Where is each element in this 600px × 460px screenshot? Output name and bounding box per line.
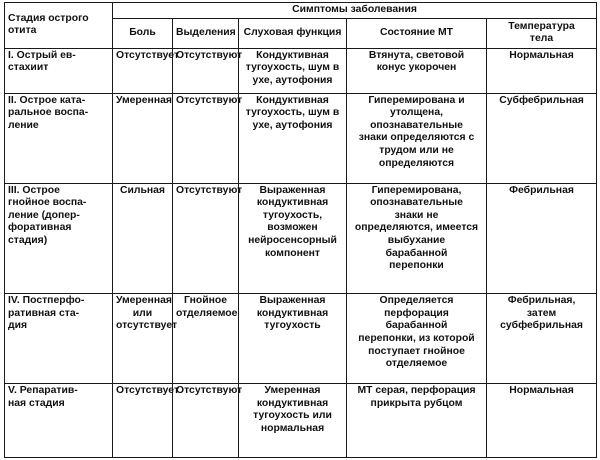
- discharge-cell: Отсутствуют: [173, 384, 239, 458]
- discharge-cell: Отсутствуют: [173, 183, 239, 294]
- membrane-cell: Гиперемирована и утолщена, опознавательные знаки определяются с трудом или не определяются: [347, 93, 487, 183]
- header-stage-column: Стадия острого отита: [5, 3, 113, 49]
- membrane-cell: Втянута, световой конус укорочен: [347, 48, 487, 93]
- hearing-cell: Кондуктивная тугоухость, шум в ухе, аутофония: [239, 93, 347, 183]
- header-membrane: Состояние МТ: [347, 18, 487, 48]
- header-discharge: Выделения: [173, 18, 239, 48]
- hearing-cell: Выраженная кондуктивная тугоухость: [239, 294, 347, 384]
- table-row: [5, 294, 597, 384]
- table-row: [5, 93, 597, 183]
- header-pain: Боль: [113, 18, 173, 48]
- pain-cell: Отсутствует: [113, 48, 173, 93]
- membrane-cell: МТ серая, перфорация прикрыта рубцом: [347, 384, 487, 458]
- pain-cell: Отсутствует: [113, 384, 173, 458]
- header-symptoms-group: Симптомы заболевания: [113, 3, 597, 19]
- temperature-cell: Нормальная: [487, 48, 597, 93]
- otitis-stages-table: [4, 2, 597, 458]
- discharge-cell: Отсутствуют: [173, 48, 239, 93]
- table-header: [5, 3, 597, 49]
- pain-cell: Сильная: [113, 183, 173, 294]
- table-row: [5, 183, 597, 294]
- stage-cell: III. Острое гнойное воспа- ление (допер- форативная стадия): [5, 183, 113, 294]
- temperature-cell: Субфебрильная: [487, 93, 597, 183]
- membrane-cell: Гиперемирована, опознавательные знаки не определяются, имеется выбухание барабанной перепонки: [347, 183, 487, 294]
- symptoms-table-container: [4, 2, 596, 458]
- hearing-cell: Умеренная кондуктивная тугоухость или нормальная: [239, 384, 347, 458]
- discharge-cell: Отсутствуют: [173, 93, 239, 183]
- stage-cell: I. Острый ев- стахиит: [5, 48, 113, 93]
- pain-cell: Умеренная: [113, 93, 173, 183]
- header-hearing: Слуховая функция: [239, 18, 347, 48]
- stage-cell: IV. Постперфо- ративная ста- дия: [5, 294, 113, 384]
- header-temperature: Температура тела: [487, 18, 597, 48]
- stage-cell: V. Репаратив- ная стадия: [5, 384, 113, 458]
- membrane-cell: Определяется перфорация барабанной перепонки, из которой поступает гнойное отделяемое: [347, 294, 487, 384]
- table-row: [5, 384, 597, 458]
- hearing-cell: Выраженная кондуктивная тугоухость, возможен нейросенсорный компонент: [239, 183, 347, 294]
- header-row-group: [5, 3, 597, 19]
- temperature-cell: Нормальная: [487, 384, 597, 458]
- hearing-cell: Кондуктивная тугоухость, шум в ухе, аутофония: [239, 48, 347, 93]
- temperature-cell: Фебрильная: [487, 183, 597, 294]
- stage-cell: II. Острое ката- ральное воспа- ление: [5, 93, 113, 183]
- table-body: [5, 48, 597, 457]
- pain-cell: Умеренная или отсутствует: [113, 294, 173, 384]
- temperature-cell: Фебрильная, затем субфебрильная: [487, 294, 597, 384]
- discharge-cell: Гнойное отделяемое: [173, 294, 239, 384]
- table-row: [5, 48, 597, 93]
